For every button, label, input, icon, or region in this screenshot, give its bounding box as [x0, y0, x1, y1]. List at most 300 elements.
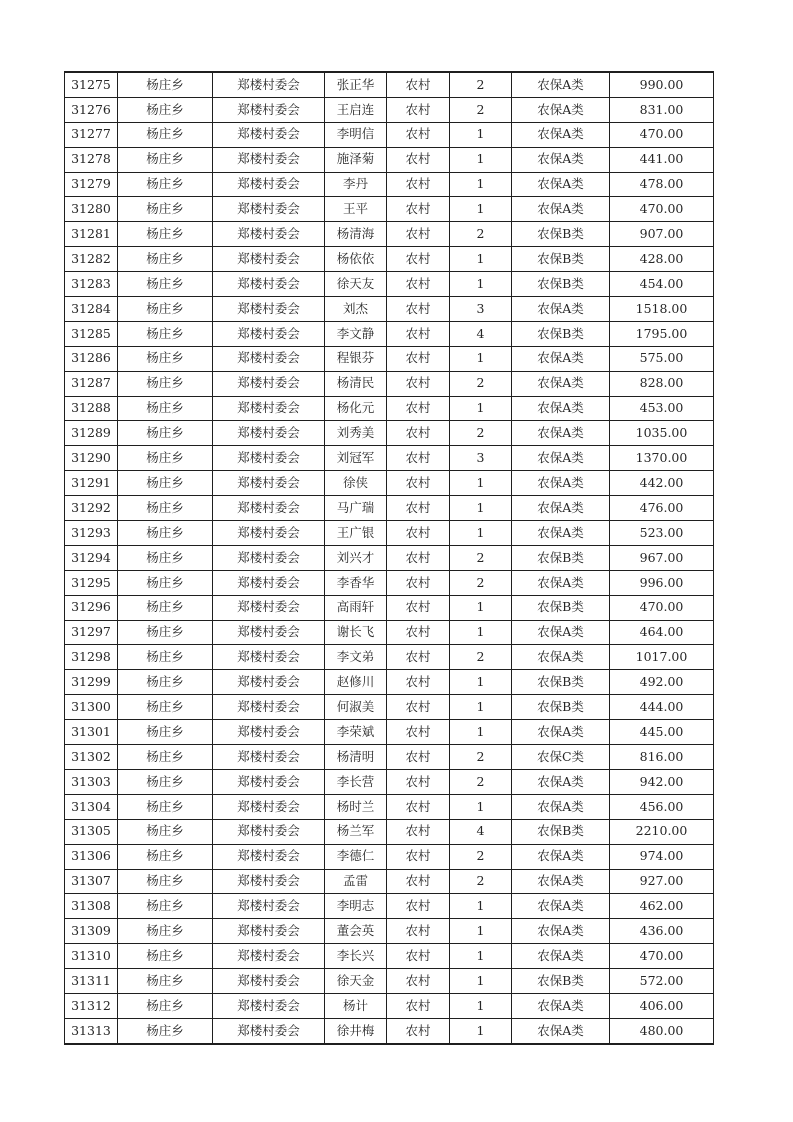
cell-amount: 1017.00 [610, 645, 714, 670]
table-row [65, 496, 714, 521]
cell-township: 杨庄乡 [118, 595, 213, 620]
cell-residence-type: 农村 [387, 919, 450, 944]
table-row [65, 919, 714, 944]
table-row [65, 720, 714, 745]
cell-insurance-category: 农保A类 [512, 97, 610, 122]
table-row [65, 620, 714, 645]
cell-person-name: 赵修川 [325, 670, 387, 695]
cell-person-count: 1 [450, 172, 512, 197]
table-row [65, 72, 714, 97]
cell-insurance-category: 农保A类 [512, 371, 610, 396]
cell-person-count: 3 [450, 446, 512, 471]
cell-record-id: 31292 [65, 496, 118, 521]
cell-residence-type: 农村 [387, 570, 450, 595]
cell-record-id: 31305 [65, 819, 118, 844]
cell-person-name: 李长营 [325, 769, 387, 794]
table-row [65, 944, 714, 969]
cell-amount: 523.00 [610, 521, 714, 546]
cell-record-id: 31299 [65, 670, 118, 695]
cell-insurance-category: 农保A类 [512, 794, 610, 819]
cell-village-committee: 郑楼村委会 [213, 1018, 325, 1043]
cell-township: 杨庄乡 [118, 346, 213, 371]
table-row [65, 147, 714, 172]
table-row [65, 869, 714, 894]
cell-residence-type: 农村 [387, 969, 450, 994]
cell-township: 杨庄乡 [118, 570, 213, 595]
cell-amount: 572.00 [610, 969, 714, 994]
cell-residence-type: 农村 [387, 620, 450, 645]
cell-township: 杨庄乡 [118, 695, 213, 720]
cell-record-id: 31289 [65, 421, 118, 446]
cell-village-committee: 郑楼村委会 [213, 321, 325, 346]
cell-village-committee: 郑楼村委会 [213, 122, 325, 147]
cell-record-id: 31288 [65, 396, 118, 421]
cell-person-name: 何淑美 [325, 695, 387, 720]
cell-residence-type: 农村 [387, 471, 450, 496]
cell-residence-type: 农村 [387, 745, 450, 770]
cell-record-id: 31282 [65, 247, 118, 272]
cell-insurance-category: 农保A类 [512, 346, 610, 371]
cell-person-count: 1 [450, 919, 512, 944]
cell-village-committee: 郑楼村委会 [213, 894, 325, 919]
table-row [65, 595, 714, 620]
cell-person-name: 徐天友 [325, 272, 387, 297]
cell-person-name: 杨清民 [325, 371, 387, 396]
table-row [65, 969, 714, 994]
cell-record-id: 31296 [65, 595, 118, 620]
cell-amount: 470.00 [610, 944, 714, 969]
cell-amount: 428.00 [610, 247, 714, 272]
cell-person-count: 1 [450, 595, 512, 620]
table-row [65, 794, 714, 819]
cell-record-id: 31279 [65, 172, 118, 197]
cell-township: 杨庄乡 [118, 1018, 213, 1043]
cell-insurance-category: 农保B类 [512, 272, 610, 297]
table-row [65, 222, 714, 247]
cell-record-id: 31301 [65, 720, 118, 745]
table-row [65, 421, 714, 446]
cell-village-committee: 郑楼村委会 [213, 794, 325, 819]
cell-record-id: 31297 [65, 620, 118, 645]
table-row [65, 371, 714, 396]
cell-person-name: 李丹 [325, 172, 387, 197]
cell-village-committee: 郑楼村委会 [213, 645, 325, 670]
table-row [65, 570, 714, 595]
cell-person-count: 1 [450, 247, 512, 272]
cell-insurance-category: 农保B类 [512, 321, 610, 346]
cell-insurance-category: 农保A类 [512, 894, 610, 919]
cell-residence-type: 农村 [387, 396, 450, 421]
cell-residence-type: 农村 [387, 1018, 450, 1043]
cell-insurance-category: 农保A类 [512, 122, 610, 147]
cell-village-committee: 郑楼村委会 [213, 720, 325, 745]
cell-insurance-category: 农保A类 [512, 297, 610, 322]
cell-township: 杨庄乡 [118, 745, 213, 770]
cell-village-committee: 郑楼村委会 [213, 396, 325, 421]
cell-amount: 462.00 [610, 894, 714, 919]
cell-record-id: 31308 [65, 894, 118, 919]
cell-person-name: 高雨轩 [325, 595, 387, 620]
cell-person-count: 2 [450, 844, 512, 869]
cell-township: 杨庄乡 [118, 72, 213, 97]
cell-person-count: 1 [450, 197, 512, 222]
cell-person-name: 王广银 [325, 521, 387, 546]
cell-person-name: 李文静 [325, 321, 387, 346]
table-row [65, 297, 714, 322]
cell-amount: 996.00 [610, 570, 714, 595]
cell-township: 杨庄乡 [118, 670, 213, 695]
cell-township: 杨庄乡 [118, 297, 213, 322]
cell-insurance-category: 农保A类 [512, 72, 610, 97]
cell-village-committee: 郑楼村委会 [213, 197, 325, 222]
cell-record-id: 31304 [65, 794, 118, 819]
cell-person-count: 1 [450, 620, 512, 645]
cell-person-count: 2 [450, 222, 512, 247]
cell-amount: 444.00 [610, 695, 714, 720]
cell-person-name: 刘兴才 [325, 545, 387, 570]
cell-person-count: 2 [450, 645, 512, 670]
cell-insurance-category: 农保A类 [512, 993, 610, 1018]
cell-residence-type: 农村 [387, 321, 450, 346]
cell-village-committee: 郑楼村委会 [213, 993, 325, 1018]
cell-record-id: 31311 [65, 969, 118, 994]
cell-insurance-category: 农保A类 [512, 197, 610, 222]
cell-person-name: 李德仁 [325, 844, 387, 869]
cell-person-count: 1 [450, 969, 512, 994]
cell-residence-type: 农村 [387, 222, 450, 247]
cell-township: 杨庄乡 [118, 720, 213, 745]
cell-person-name: 李香华 [325, 570, 387, 595]
cell-village-committee: 郑楼村委会 [213, 247, 325, 272]
table-row [65, 396, 714, 421]
cell-amount: 456.00 [610, 794, 714, 819]
cell-amount: 575.00 [610, 346, 714, 371]
table-row [65, 993, 714, 1018]
cell-residence-type: 农村 [387, 670, 450, 695]
cell-insurance-category: 农保A类 [512, 421, 610, 446]
cell-village-committee: 郑楼村委会 [213, 496, 325, 521]
cell-amount: 990.00 [610, 72, 714, 97]
cell-record-id: 31294 [65, 545, 118, 570]
cell-person-name: 杨清明 [325, 745, 387, 770]
cell-amount: 406.00 [610, 993, 714, 1018]
table-row [65, 670, 714, 695]
cell-record-id: 31310 [65, 944, 118, 969]
cell-insurance-category: 农保B类 [512, 969, 610, 994]
cell-amount: 470.00 [610, 122, 714, 147]
cell-amount: 927.00 [610, 869, 714, 894]
cell-insurance-category: 农保A类 [512, 396, 610, 421]
cell-person-count: 1 [450, 521, 512, 546]
cell-insurance-category: 农保B类 [512, 695, 610, 720]
cell-insurance-category: 农保A类 [512, 1018, 610, 1043]
cell-residence-type: 农村 [387, 297, 450, 322]
cell-village-committee: 郑楼村委会 [213, 272, 325, 297]
cell-village-committee: 郑楼村委会 [213, 521, 325, 546]
subsidy-table [64, 71, 714, 1045]
cell-township: 杨庄乡 [118, 969, 213, 994]
cell-village-committee: 郑楼村委会 [213, 545, 325, 570]
table-row [65, 471, 714, 496]
cell-residence-type: 农村 [387, 371, 450, 396]
cell-person-count: 1 [450, 272, 512, 297]
cell-residence-type: 农村 [387, 446, 450, 471]
cell-township: 杨庄乡 [118, 321, 213, 346]
cell-amount: 492.00 [610, 670, 714, 695]
cell-person-name: 程银芬 [325, 346, 387, 371]
cell-person-name: 徐侠 [325, 471, 387, 496]
cell-residence-type: 农村 [387, 421, 450, 446]
cell-record-id: 31283 [65, 272, 118, 297]
cell-residence-type: 农村 [387, 769, 450, 794]
table-row [65, 894, 714, 919]
cell-amount: 442.00 [610, 471, 714, 496]
cell-amount: 478.00 [610, 172, 714, 197]
cell-record-id: 31278 [65, 147, 118, 172]
table-row [65, 97, 714, 122]
cell-person-count: 2 [450, 869, 512, 894]
cell-village-committee: 郑楼村委会 [213, 919, 325, 944]
cell-person-count: 1 [450, 122, 512, 147]
cell-residence-type: 农村 [387, 894, 450, 919]
cell-insurance-category: 农保A类 [512, 769, 610, 794]
cell-village-committee: 郑楼村委会 [213, 147, 325, 172]
cell-insurance-category: 农保B类 [512, 670, 610, 695]
table-row [65, 645, 714, 670]
cell-person-name: 李长兴 [325, 944, 387, 969]
cell-residence-type: 农村 [387, 346, 450, 371]
cell-person-name: 马广瑞 [325, 496, 387, 521]
cell-record-id: 31276 [65, 97, 118, 122]
cell-residence-type: 农村 [387, 247, 450, 272]
cell-township: 杨庄乡 [118, 620, 213, 645]
cell-township: 杨庄乡 [118, 894, 213, 919]
cell-person-count: 2 [450, 545, 512, 570]
cell-residence-type: 农村 [387, 272, 450, 297]
cell-insurance-category: 农保A类 [512, 570, 610, 595]
cell-person-name: 张正华 [325, 72, 387, 97]
table-row [65, 446, 714, 471]
cell-residence-type: 农村 [387, 595, 450, 620]
cell-person-count: 1 [450, 670, 512, 695]
cell-amount: 2210.00 [610, 819, 714, 844]
cell-residence-type: 农村 [387, 147, 450, 172]
cell-village-committee: 郑楼村委会 [213, 172, 325, 197]
cell-person-name: 刘秀美 [325, 421, 387, 446]
cell-insurance-category: 农保A类 [512, 720, 610, 745]
cell-amount: 470.00 [610, 197, 714, 222]
cell-person-count: 1 [450, 944, 512, 969]
cell-record-id: 31284 [65, 297, 118, 322]
cell-record-id: 31307 [65, 869, 118, 894]
cell-person-name: 杨依依 [325, 247, 387, 272]
cell-person-name: 王启连 [325, 97, 387, 122]
cell-insurance-category: 农保B类 [512, 819, 610, 844]
cell-amount: 828.00 [610, 371, 714, 396]
cell-person-count: 2 [450, 72, 512, 97]
cell-township: 杨庄乡 [118, 371, 213, 396]
cell-person-name: 施泽菊 [325, 147, 387, 172]
cell-township: 杨庄乡 [118, 446, 213, 471]
cell-person-count: 1 [450, 1018, 512, 1043]
cell-insurance-category: 农保C类 [512, 745, 610, 770]
cell-residence-type: 农村 [387, 844, 450, 869]
cell-residence-type: 农村 [387, 794, 450, 819]
cell-township: 杨庄乡 [118, 919, 213, 944]
cell-person-count: 2 [450, 769, 512, 794]
cell-township: 杨庄乡 [118, 496, 213, 521]
cell-township: 杨庄乡 [118, 769, 213, 794]
cell-township: 杨庄乡 [118, 122, 213, 147]
cell-village-committee: 郑楼村委会 [213, 969, 325, 994]
cell-record-id: 31303 [65, 769, 118, 794]
table-row [65, 197, 714, 222]
cell-township: 杨庄乡 [118, 172, 213, 197]
cell-township: 杨庄乡 [118, 396, 213, 421]
cell-person-count: 3 [450, 297, 512, 322]
cell-township: 杨庄乡 [118, 944, 213, 969]
cell-residence-type: 农村 [387, 993, 450, 1018]
cell-person-count: 1 [450, 894, 512, 919]
cell-township: 杨庄乡 [118, 421, 213, 446]
cell-person-name: 李文弟 [325, 645, 387, 670]
cell-township: 杨庄乡 [118, 521, 213, 546]
table-row [65, 272, 714, 297]
cell-amount: 1795.00 [610, 321, 714, 346]
cell-amount: 942.00 [610, 769, 714, 794]
cell-record-id: 31309 [65, 919, 118, 944]
cell-person-count: 1 [450, 720, 512, 745]
cell-township: 杨庄乡 [118, 844, 213, 869]
table-row [65, 769, 714, 794]
cell-record-id: 31306 [65, 844, 118, 869]
cell-insurance-category: 农保B类 [512, 595, 610, 620]
cell-village-committee: 郑楼村委会 [213, 819, 325, 844]
cell-amount: 1370.00 [610, 446, 714, 471]
cell-village-committee: 郑楼村委会 [213, 844, 325, 869]
cell-residence-type: 农村 [387, 720, 450, 745]
cell-amount: 454.00 [610, 272, 714, 297]
cell-residence-type: 农村 [387, 944, 450, 969]
cell-person-count: 2 [450, 371, 512, 396]
cell-amount: 816.00 [610, 745, 714, 770]
cell-village-committee: 郑楼村委会 [213, 371, 325, 396]
cell-residence-type: 农村 [387, 172, 450, 197]
cell-record-id: 31291 [65, 471, 118, 496]
cell-person-count: 2 [450, 570, 512, 595]
table-row [65, 521, 714, 546]
cell-person-count: 1 [450, 794, 512, 819]
cell-village-committee: 郑楼村委会 [213, 222, 325, 247]
cell-village-committee: 郑楼村委会 [213, 595, 325, 620]
cell-insurance-category: 农保A类 [512, 919, 610, 944]
cell-village-committee: 郑楼村委会 [213, 297, 325, 322]
cell-person-name: 李明志 [325, 894, 387, 919]
cell-village-committee: 郑楼村委会 [213, 97, 325, 122]
cell-person-count: 1 [450, 471, 512, 496]
cell-residence-type: 农村 [387, 496, 450, 521]
table-row [65, 819, 714, 844]
cell-township: 杨庄乡 [118, 222, 213, 247]
cell-amount: 831.00 [610, 97, 714, 122]
cell-person-name: 徐井梅 [325, 1018, 387, 1043]
cell-record-id: 31312 [65, 993, 118, 1018]
cell-insurance-category: 农保A类 [512, 620, 610, 645]
cell-village-committee: 郑楼村委会 [213, 346, 325, 371]
cell-person-count: 1 [450, 695, 512, 720]
cell-person-count: 1 [450, 496, 512, 521]
cell-residence-type: 农村 [387, 869, 450, 894]
cell-record-id: 31280 [65, 197, 118, 222]
cell-person-name: 杨计 [325, 993, 387, 1018]
cell-record-id: 31313 [65, 1018, 118, 1043]
cell-township: 杨庄乡 [118, 869, 213, 894]
cell-insurance-category: 农保A类 [512, 521, 610, 546]
cell-village-committee: 郑楼村委会 [213, 446, 325, 471]
cell-village-committee: 郑楼村委会 [213, 421, 325, 446]
cell-person-count: 2 [450, 745, 512, 770]
cell-insurance-category: 农保B类 [512, 545, 610, 570]
cell-person-name: 王平 [325, 197, 387, 222]
cell-residence-type: 农村 [387, 97, 450, 122]
cell-record-id: 31286 [65, 346, 118, 371]
cell-insurance-category: 农保A类 [512, 944, 610, 969]
cell-record-id: 31302 [65, 745, 118, 770]
cell-township: 杨庄乡 [118, 794, 213, 819]
cell-amount: 480.00 [610, 1018, 714, 1043]
cell-person-count: 4 [450, 819, 512, 844]
cell-person-count: 1 [450, 346, 512, 371]
cell-township: 杨庄乡 [118, 97, 213, 122]
cell-record-id: 31281 [65, 222, 118, 247]
cell-amount: 1518.00 [610, 297, 714, 322]
table-row [65, 844, 714, 869]
cell-record-id: 31295 [65, 570, 118, 595]
cell-township: 杨庄乡 [118, 197, 213, 222]
cell-village-committee: 郑楼村委会 [213, 670, 325, 695]
cell-village-committee: 郑楼村委会 [213, 471, 325, 496]
cell-insurance-category: 农保A类 [512, 844, 610, 869]
cell-amount: 907.00 [610, 222, 714, 247]
cell-village-committee: 郑楼村委会 [213, 695, 325, 720]
cell-residence-type: 农村 [387, 695, 450, 720]
cell-township: 杨庄乡 [118, 247, 213, 272]
table-row [65, 545, 714, 570]
cell-residence-type: 农村 [387, 197, 450, 222]
cell-person-count: 1 [450, 396, 512, 421]
cell-amount: 453.00 [610, 396, 714, 421]
cell-person-name: 刘冠军 [325, 446, 387, 471]
cell-person-count: 2 [450, 97, 512, 122]
cell-person-name: 李明信 [325, 122, 387, 147]
cell-person-name: 孟雷 [325, 869, 387, 894]
cell-person-count: 1 [450, 993, 512, 1018]
cell-residence-type: 农村 [387, 72, 450, 97]
table-row [65, 695, 714, 720]
cell-village-committee: 郑楼村委会 [213, 745, 325, 770]
cell-insurance-category: 农保B类 [512, 222, 610, 247]
cell-insurance-category: 农保A类 [512, 172, 610, 197]
cell-record-id: 31298 [65, 645, 118, 670]
cell-insurance-category: 农保A类 [512, 869, 610, 894]
cell-residence-type: 农村 [387, 122, 450, 147]
cell-person-name: 徐天金 [325, 969, 387, 994]
cell-amount: 470.00 [610, 595, 714, 620]
table-row [65, 247, 714, 272]
cell-township: 杨庄乡 [118, 471, 213, 496]
cell-insurance-category: 农保A类 [512, 471, 610, 496]
cell-residence-type: 农村 [387, 521, 450, 546]
